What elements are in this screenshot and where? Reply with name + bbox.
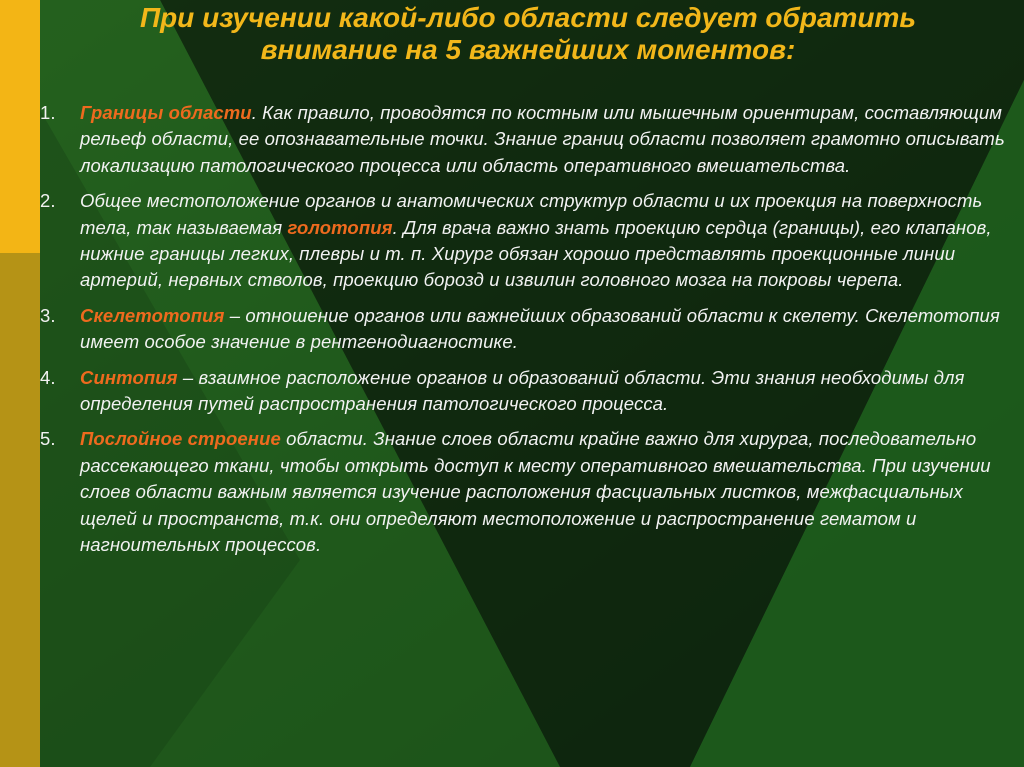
list-item-number: 2. — [40, 190, 56, 212]
term-highlight: Послойное строение — [80, 428, 281, 450]
list-item-number: 5. — [40, 428, 56, 450]
term-highlight: голотопия — [287, 216, 393, 238]
slide-title-line1: При изучении какой-либо области следует обратить — [139, 2, 917, 33]
list-item-1 — [40, 100, 1024, 179]
list-item-3 — [40, 303, 1024, 356]
list-item-number: 1. — [40, 102, 56, 123]
left-accent-bar-bottom — [0, 253, 40, 767]
item-text: Общее местоположение органов и анатомических структур области и их проекция на поверхность тела, так называемая — [80, 190, 983, 238]
points-list — [40, 100, 1024, 559]
item-text: . Для врача важно знать проекцию сердца (границы), его клапанов, нижние границы легких, плевры и т. п. Хирург обязан хорошо представлять проекционные линии артерий, нервных стволов, проекцию борозд и извилин головного мозга на покровы черепа. — [80, 216, 992, 291]
slide-title — [42, 2, 1014, 66]
list-item-2 — [40, 188, 1024, 294]
term-highlight: Скелетотопия — [80, 304, 225, 326]
slide-title-line2: внимание на 5 важнейших моментов: — [260, 34, 796, 65]
item-text: – взаимное расположение органов и образований области. Эти знания необходимы для определения путей распространения патологического процесса. — [80, 366, 965, 415]
left-accent-bar-top — [0, 0, 40, 253]
term-highlight: Синтопия — [80, 366, 178, 388]
item-text: . Как правило, проводятся по костным или мышечным ориентирам, составляющим рельеф области, ее опознавательные точки. Знание границ области позволяет грамотно описывать локализацию патологического процесса или область оперативного вмешательства. — [80, 102, 1005, 176]
list-item-5 — [40, 426, 1024, 558]
list-item-number: 3. — [40, 304, 56, 326]
list-item-number: 4. — [40, 366, 56, 388]
item-text: области. Знание слоев области крайне важно для хирурга, последовательно рассекающего ткани, чтобы открыть доступ к месту оперативного вмешательства. При изучении слоев области важным является изучение расположения фасциальных листков, межфасциальных щелей и пространств, т.к. они определяют местоположение и распространение гематом и нагноительных процессов. — [80, 428, 991, 556]
list-item-4 — [40, 365, 1024, 418]
term-highlight: Границы области — [80, 102, 252, 123]
item-text: – отношение органов или важнейших образований области к скелету. Скелетотопия имеет особое значение в рентгенодиагностике. — [80, 304, 1000, 353]
